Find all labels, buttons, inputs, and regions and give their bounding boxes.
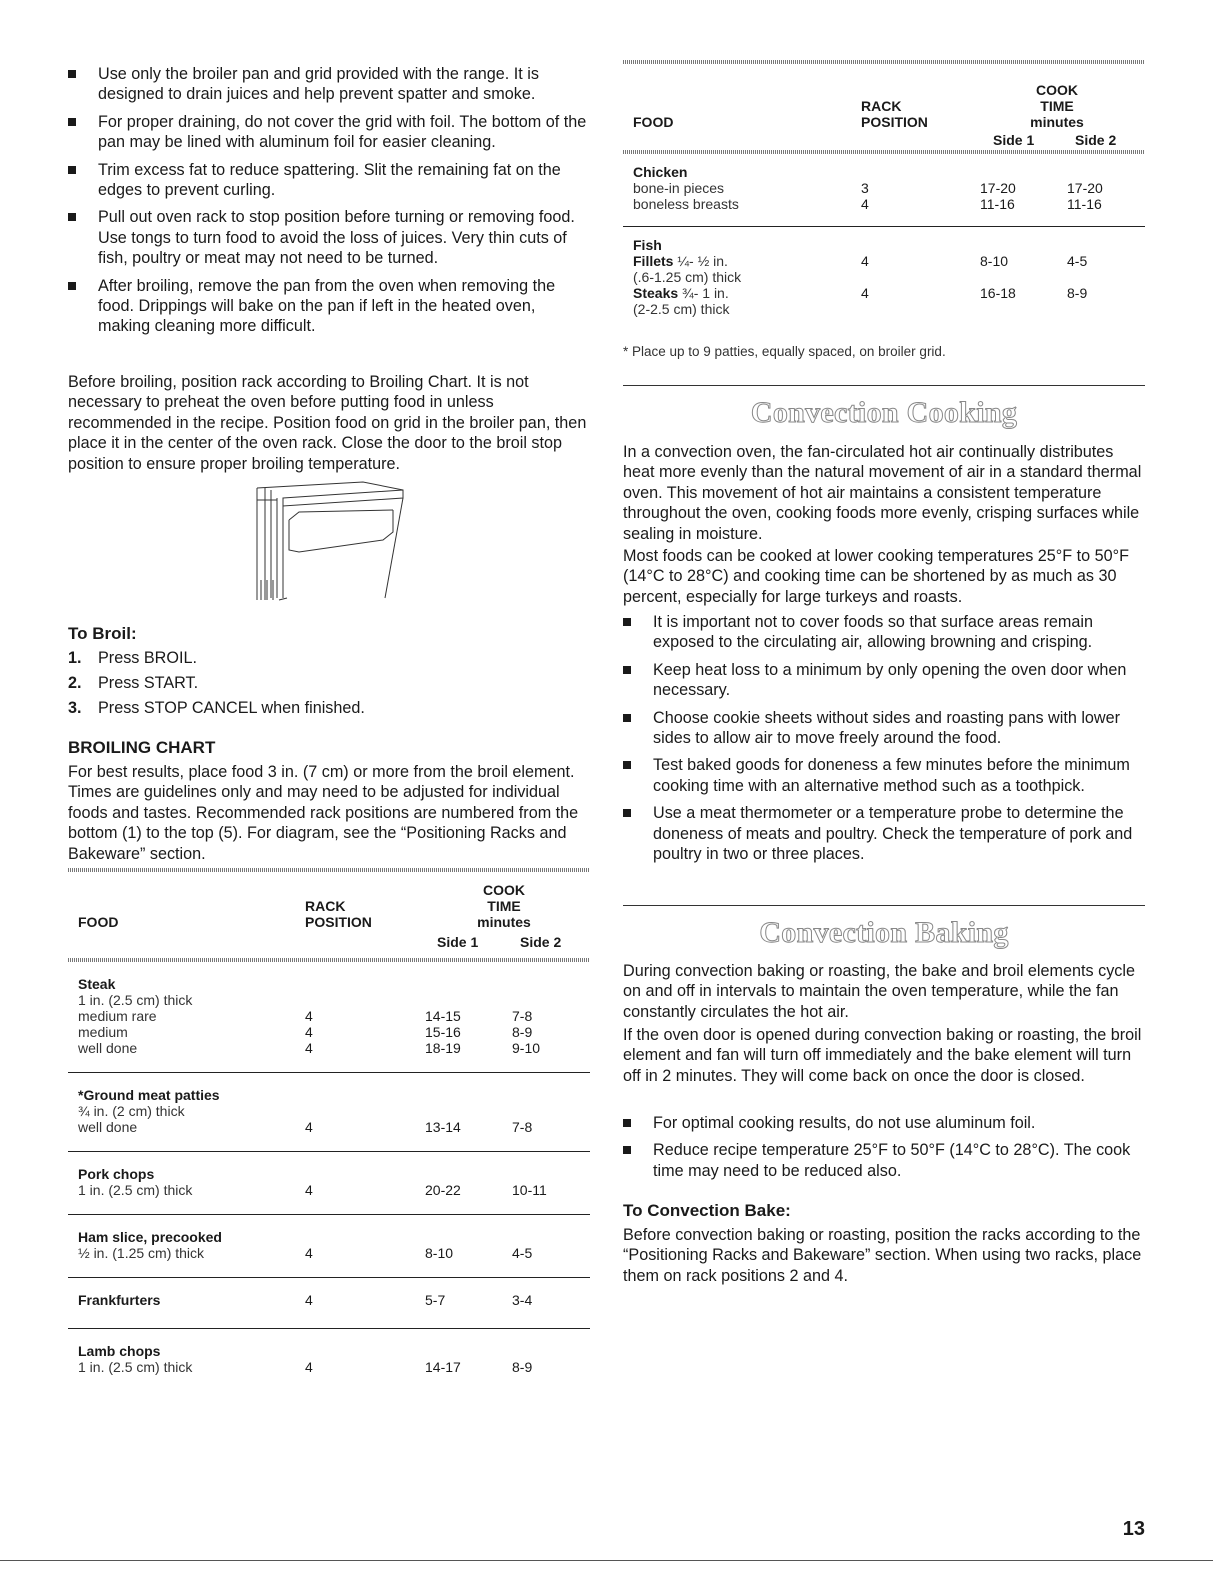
broiling-chart-table-right xyxy=(623,60,1145,331)
cell-s1: 13-14 xyxy=(425,1119,461,1135)
food-subname: Steaks xyxy=(633,285,679,301)
food-name: Ham slice, precooked xyxy=(78,1229,222,1245)
food-name: Chicken xyxy=(633,164,688,180)
divider xyxy=(623,905,1145,906)
cell-s1: 5-7 xyxy=(425,1292,446,1308)
food-detail xyxy=(78,1182,192,1198)
food-detail xyxy=(633,285,729,301)
convection-baking-tips-list xyxy=(623,1113,1145,1188)
broiler-tips-list xyxy=(68,64,588,344)
broiling-chart-intro: For best results, place food 3 in. (7 cm) or more from the broil element. Times are guidelines only and may need to be adjusted for individual foods and tastes. Recommended rack positions are numbered from the bottom (1) to the top (5). For diagram, see the “Positioning Racks and Bakeware” section. xyxy=(68,763,579,863)
cell-s2: 7-8 xyxy=(512,1008,533,1024)
list-item: For proper draining, do not cover the grid with foil. The bottom of the pan may be lined with aluminum foil for easier cleaning. xyxy=(68,112,588,153)
list-item: After broiling, remove the pan from the oven when removing the food. Drippings will bake on the pan if left in the heated oven, making cleaning more difficult. xyxy=(68,276,588,337)
food-detail-text: (.6-1.25 cm) thick xyxy=(633,269,742,285)
table-row xyxy=(68,1215,590,1278)
to-convection-bake-text: Before convection baking or roasting, position the racks according to the “Positioning Racks and Bakeware” section. When using two racks, place them on rack positions 2 and 4. xyxy=(623,1226,1142,1285)
list-item: Choose cookie sheets without sides and roasting pans with lower sides to allow air to move freely around the food. xyxy=(623,708,1145,749)
convection-cooking-title: Convection Cooking xyxy=(750,396,1018,429)
cell-s1: 14-15 xyxy=(425,1008,461,1024)
page-number: 13 xyxy=(1122,1518,1145,1540)
food-detail xyxy=(78,1024,128,1040)
food-detail xyxy=(78,1040,137,1056)
food-detail-text: 1 in. (2.5 cm) thick xyxy=(78,1359,193,1375)
table-row xyxy=(68,1329,590,1391)
food-detail xyxy=(78,1103,185,1119)
cell-rack: 4 xyxy=(305,1292,313,1308)
cell-s1: 20-22 xyxy=(425,1182,461,1198)
food-name: Frankfurters xyxy=(78,1292,161,1308)
food-detail-text: ¼- ½ in. xyxy=(673,253,728,269)
convection-baking-text-1: During convection baking or roasting, the bake and broil elements cycle on and off in intervals to maintain the oven temperature, while the fan constantly circulates the hot air. xyxy=(623,962,1135,1021)
divider xyxy=(623,385,1145,386)
food-detail-text: bone-in pieces xyxy=(633,180,725,196)
food-detail-text: ¾- 1 in. xyxy=(678,285,729,301)
food-name: Fish xyxy=(633,237,662,253)
step-3: 3. Press STOP CANCEL when finished. xyxy=(68,699,365,717)
to-convection-bake-heading: To Convection Bake: xyxy=(623,1201,791,1220)
cell-s2: 4-5 xyxy=(512,1245,533,1261)
cell-rack: 4 xyxy=(861,196,869,212)
before-broiling-text: Before broiling, position rack according to Broiling Chart. It is not necessary to preheat the oven before putting food in unless recommended in the recipe. Position food on grid in the broiler pan, then place it in the center of the oven rack. Close the door to the broil stop position to ensure proper broiling temperature. xyxy=(68,373,587,473)
broiling-chart-heading: BROILING CHART xyxy=(68,738,216,757)
cell-s2: 10-11 xyxy=(512,1182,547,1198)
food-detail xyxy=(633,269,741,285)
cell-rack: 4 xyxy=(861,285,869,301)
food-detail xyxy=(633,196,739,212)
food-detail xyxy=(78,1245,204,1261)
cell-rack: 4 xyxy=(305,1008,313,1024)
list-item: Reduce recipe temperature 25°F to 50°F (14°C to 28°C). The cook time may need to be reduced also. xyxy=(623,1140,1145,1181)
cell-s1: 18-19 xyxy=(425,1040,461,1056)
food-detail xyxy=(633,253,728,269)
food-name: Pork chops xyxy=(78,1166,155,1182)
list-item: Use only the broiler pan and grid provided with the range. It is designed to drain juices and help prevent spatter and smoke. xyxy=(68,64,588,105)
food-detail xyxy=(78,1359,192,1375)
broil-steps xyxy=(68,648,365,723)
food-detail-text: ¾ in. (2 cm) thick xyxy=(78,1103,185,1119)
page-bottom-rule xyxy=(0,1560,1213,1561)
food-detail-text: ½ in. (1.25 cm) thick xyxy=(78,1245,205,1261)
food-detail-text: 1 in. (2.5 cm) thick xyxy=(78,1182,193,1198)
cell-s2: 9-10 xyxy=(512,1040,541,1056)
cell-s1: 8-10 xyxy=(425,1245,454,1261)
table-row xyxy=(623,227,1145,331)
cell-s1: 11-16 xyxy=(980,196,1015,212)
cell-s1: 15-16 xyxy=(425,1024,461,1040)
cell-s2: 8-9 xyxy=(1067,285,1088,301)
oven-door-illustration xyxy=(253,480,478,605)
cell-rack: 4 xyxy=(305,1182,313,1198)
food-detail xyxy=(78,1008,157,1024)
list-item: Keep heat loss to a minimum by only opening the oven door when necessary. xyxy=(623,660,1145,701)
convection-baking-title: Convection Baking xyxy=(759,916,1009,949)
cell-s2: 8-9 xyxy=(512,1024,533,1040)
food-detail-text: medium rare xyxy=(78,1008,157,1024)
food-detail-text: 1 in. (2.5 cm) thick xyxy=(78,992,193,1008)
cell-rack: 3 xyxy=(861,180,869,196)
food-detail xyxy=(633,301,729,317)
cell-rack: 4 xyxy=(305,1245,313,1261)
cell-rack: 4 xyxy=(305,1024,313,1040)
cell-s2: 8-9 xyxy=(512,1359,533,1375)
table-row xyxy=(68,962,590,1073)
cell-rack: 4 xyxy=(305,1359,313,1375)
food-name: Steak xyxy=(78,976,116,992)
food-name: *Ground meat patties xyxy=(78,1087,220,1103)
table-header: FOOD RACK POSITION COOK TIME minutes Side 1 Side 2 xyxy=(78,882,562,950)
cell-rack: 4 xyxy=(305,1119,313,1135)
cell-s1: 8-10 xyxy=(980,253,1009,269)
step-1: 1. Press BROIL. xyxy=(68,649,197,667)
to-broil-heading: To Broil: xyxy=(68,624,137,643)
list-item: Pull out oven rack to stop position before turning or removing food. Use tongs to turn food to avoid the loss of juices. Very thin cuts of fish, poultry or meat may not need to be turned. xyxy=(68,207,588,268)
table-row xyxy=(68,1278,590,1329)
cell-s2: 7-8 xyxy=(512,1119,533,1135)
food-detail xyxy=(78,1119,137,1135)
food-detail-text: medium xyxy=(78,1024,128,1040)
food-detail-text: boneless breasts xyxy=(633,196,739,212)
broiling-chart-table-left xyxy=(68,868,590,1391)
table-row xyxy=(68,1152,590,1215)
food-subname: Fillets xyxy=(633,253,674,269)
list-item: Use a meat thermometer or a temperature probe to determine the doneness of meats and poultry. Check the temperature of pork and poultry in two or three places. xyxy=(623,803,1145,864)
food-detail-text: well done xyxy=(78,1040,138,1056)
food-name: Lamb chops xyxy=(78,1343,161,1359)
food-detail xyxy=(633,180,724,196)
table-header: FOOD RACK POSITION COOK TIME minutes Side 1 Side 2 xyxy=(633,82,1117,148)
convection-cooking-text-1: In a convection oven, the fan-circulated hot air continually distributes heat more evenly than the natural movement of air in a standard thermal oven. This movement of hot air maintains a consistent temperature throughout the oven, cooking foods more evenly, crisping surfaces while sealing in moisture. xyxy=(623,443,1142,543)
food-detail-text: well done xyxy=(78,1119,138,1135)
table-row xyxy=(623,154,1145,227)
convection-cooking-text-2: Most foods can be cooked at lower cooking temperatures 25°F to 50°F (14°C to 28°C) and cooking time can be shortened by as much as 30 percent, especially for large turkeys and roasts. xyxy=(623,547,1130,606)
list-item: For optimal cooking results, do not use aluminum foil. xyxy=(623,1113,1145,1133)
patties-footnote: * Place up to 9 patties, equally spaced, on broiler grid. xyxy=(623,344,946,359)
cell-s2: 4-5 xyxy=(1067,253,1088,269)
list-item: Trim excess fat to reduce spattering. Slit the remaining fat on the edges to prevent curling. xyxy=(68,160,588,201)
cell-s2: 3-4 xyxy=(512,1292,533,1308)
table-row xyxy=(68,1073,590,1152)
list-item: Test baked goods for doneness a few minutes before the minimum cooking time with an alternative method such as a toothpick. xyxy=(623,755,1145,796)
cell-rack: 4 xyxy=(305,1040,313,1056)
food-detail xyxy=(78,992,192,1008)
cell-s2: 17-20 xyxy=(1067,180,1103,196)
convection-baking-text-2: If the oven door is opened during convection baking or roasting, the broil element and fan will turn off immediately and the bake element will turn off in 2 minutes. They will come back on once the door is closed. xyxy=(623,1026,1142,1085)
step-2: 2. Press START. xyxy=(68,674,199,692)
cell-s1: 14-17 xyxy=(425,1359,461,1375)
cell-s2: 11-16 xyxy=(1067,196,1102,212)
cell-rack: 4 xyxy=(861,253,869,269)
cell-s1: 16-18 xyxy=(980,285,1016,301)
food-detail-text: (2-2.5 cm) thick xyxy=(633,301,730,317)
list-item: It is important not to cover foods so that surface areas remain exposed to the circulating air, allowing browning and crisping. xyxy=(623,612,1145,653)
convection-tips-list xyxy=(623,612,1145,871)
cell-s1: 17-20 xyxy=(980,180,1016,196)
